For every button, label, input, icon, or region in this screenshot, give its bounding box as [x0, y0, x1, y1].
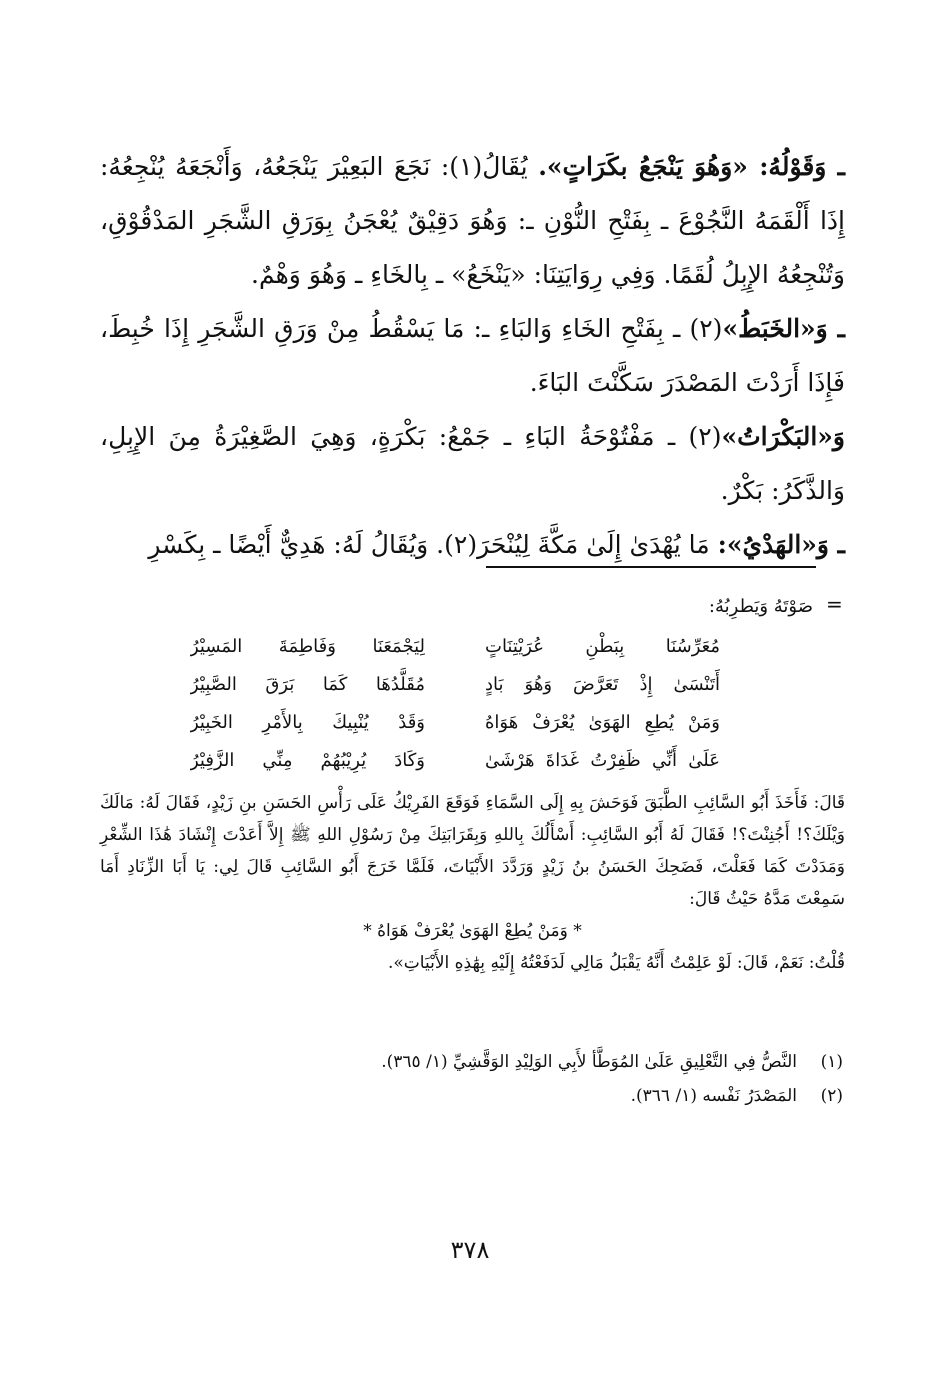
continuation-marker: =	[826, 592, 843, 616]
poem-first-hemistich: عَلَىٰ أَنِّي ظَفِرْتُ غَدَاةَ هَرْشَىٰ	[485, 750, 720, 771]
poem-second-hemistich: لِيَجْمَعَنَا وَفَاطِمَةَ المَسِيْرُ	[190, 636, 425, 657]
poem-line	[190, 628, 720, 666]
footnote-closing: قُلْتُ: نَعَمْ، قَالَ: لَوْ عَلِمْتُ أَنَّهُ يَقْبَلُ مَالِي لَدَفَعْتُهُ إِلَيْهِ بِهَٰذِهِ الأَبْيَاتِ».	[387, 953, 845, 973]
footnote-item	[98, 1079, 843, 1113]
footnote-prose	[100, 787, 845, 979]
footnote-number: (١)	[820, 1052, 843, 1072]
poem-first-hemistich: مُعَرِّسُنَا بِبَطْنِ عُرَيْتِنَاتٍ	[485, 636, 720, 657]
paragraph-body: يُقَالُ(١): نَجَعَ البَعِيْرَ يَنْجَعُهُ، وَأَنْجَعَهُ يُنْجِعُهُ: إِذَا أَلْقَمَهُ النَّجُوْعَ ـ بِفَتْحِ النُّوْنِ ـ: وَهُوَ دَقِيْقٌ يُعْجَنُ بِوَرَقِ الشَّجَرِ المَدْقُوْقِ، وَتُنْجِعُهُ الإِبِلُ لُقَمًا. وَفِي رِوَايَتِنَا: «يَنْخَعُ» ـ بِالخَاءِ ـ وَهُوَ وَهْمٌ.	[100, 152, 845, 289]
paragraph-head: ـ وَ«الهَدْيُ»:	[717, 530, 845, 559]
paragraph-head: ـ وَ«الخَبَطُ»	[722, 314, 846, 343]
poem-second-hemistich: وَكَادَ يُرِيْبُهُمْ مِنِّي الزَّفِيْرُ	[190, 750, 425, 771]
main-paragraph-1	[100, 140, 845, 302]
footnote-number: (٢)	[820, 1086, 843, 1106]
poem-line	[190, 704, 720, 742]
footnote-text: النَّصُّ فِي التَّعْلِيقِ عَلَىٰ المُوَطَّأ لأَبِي الوَلِيْدِ الوَقَّشِيِّ (١/ ٣٦٥).	[381, 1052, 797, 1072]
paragraph-head: وَ«البَكْرَاتُ»	[721, 422, 845, 451]
footnote-item	[98, 1045, 843, 1079]
paragraph-body: مَا يُهْدَىٰ إِلَىٰ مَكَّةَ لِيُنْحَرَ(٢). وَيُقَالُ لَهُ: هَدِيٌّ أَيْضًا ـ بِكَسْرِ	[148, 530, 718, 559]
footnotes	[98, 1045, 843, 1113]
poem-intro: صَوْتَهُ وَيَطرِبُهُ:	[708, 596, 813, 617]
main-paragraph-2	[100, 302, 845, 410]
poem-first-hemistich: وَمَنْ يُطِعِ الهَوَىٰ يُعْرَفْ هَوَاهُ	[485, 712, 720, 733]
poem-line	[190, 666, 720, 704]
footnote-prose-text: قَالَ: فَأَخَذَ أَبُو السَّائِبِ الطَّبَقَ فَوَحَشَ بِهِ إِلَى السَّمَاءِ فَوَقَعَ الفَرِيْكُ عَلَى رَأْسِ الحَسَنِ بنِ زَيْدٍ، فَقَالَ لَهُ: مَالَكَ وَيْلَكَ؟! أَجُنِنْتَ؟! فَقَالَ لَهُ أَبُو السَّائِبِ: أَسْأَلُكَ بِاللهِ وَبِقَرَابَتِكَ مِنْ رَسُوْلِ اللهِ ﷺ إِلاَّ أَعَدْتَ إِنْشَادَ هَٰذَا الشِّعْرِ وَمَدَدْتَ كَمَا فَعَلْتَ، فَضَحِكَ الحَسَنُ بنُ زَيْدٍ وَرَدَّدَ الأَبْيَاتَ، فَلَمَّا خَرَجَ أَبُو السَّائِبِ قَالَ لِي: يَا أَبَا الزِّنَادِ أَمَا سَمِعْتَ مَدَّهُ حَيْثُ قَالَ:	[100, 793, 845, 909]
main-paragraph-3	[100, 410, 845, 518]
paragraph-body: (٢) ـ مَفْتُوْحَةُ البَاءِ ـ جَمْعُ: بَكْرَةٍ، وَهِيَ الصَّغِيْرَةُ مِنَ الإِبِلِ، وَالذَّكَرُ: بَكْرٌ.	[100, 422, 845, 505]
page-number: ٣٧٨	[450, 1236, 490, 1264]
main-paragraph-4	[100, 518, 845, 572]
poem-second-hemistich: مُقَلَّدُهَا كَمَا بَرَقَ الصَّبِيْرُ	[190, 674, 425, 695]
paragraph-head: ـ وَقَوْلُهُ: «وَهُوَ يَنْجَعُ بكَرَاتٍ».	[538, 152, 845, 181]
paragraph-body: (٢) ـ بِفَتْحِ الخَاءِ وَالبَاءِ ـ: مَا يَسْقُطُ مِنْ وَرَقِ الشَّجَرِ إِذَا خُبِطَ، فَإِذَا أَرَدْتَ المَصْدَرَ سَكَّنْتَ البَاءَ.	[100, 314, 845, 397]
main-text	[100, 140, 845, 572]
poem-first-hemistich: أَتَنْسَىٰ إِذْ تَعَرَّضَ وَهُوَ بَادٍ	[485, 674, 720, 695]
poem-line	[190, 742, 720, 780]
footnote-text: المَصْدَرُ نَفْسه (١/ ٣٦٦).	[630, 1086, 797, 1106]
footnote-separator	[486, 566, 816, 568]
quoted-verse: * وَمَنْ يُطِعْ الهَوَىٰ يُعْرَفْ هَوَاهُ *	[363, 921, 582, 941]
poem-second-hemistich: وَقَدْ يُنْبِيكَ بِالأَمْرِ الخَبِيْرُ	[190, 712, 425, 733]
poem	[190, 628, 720, 780]
